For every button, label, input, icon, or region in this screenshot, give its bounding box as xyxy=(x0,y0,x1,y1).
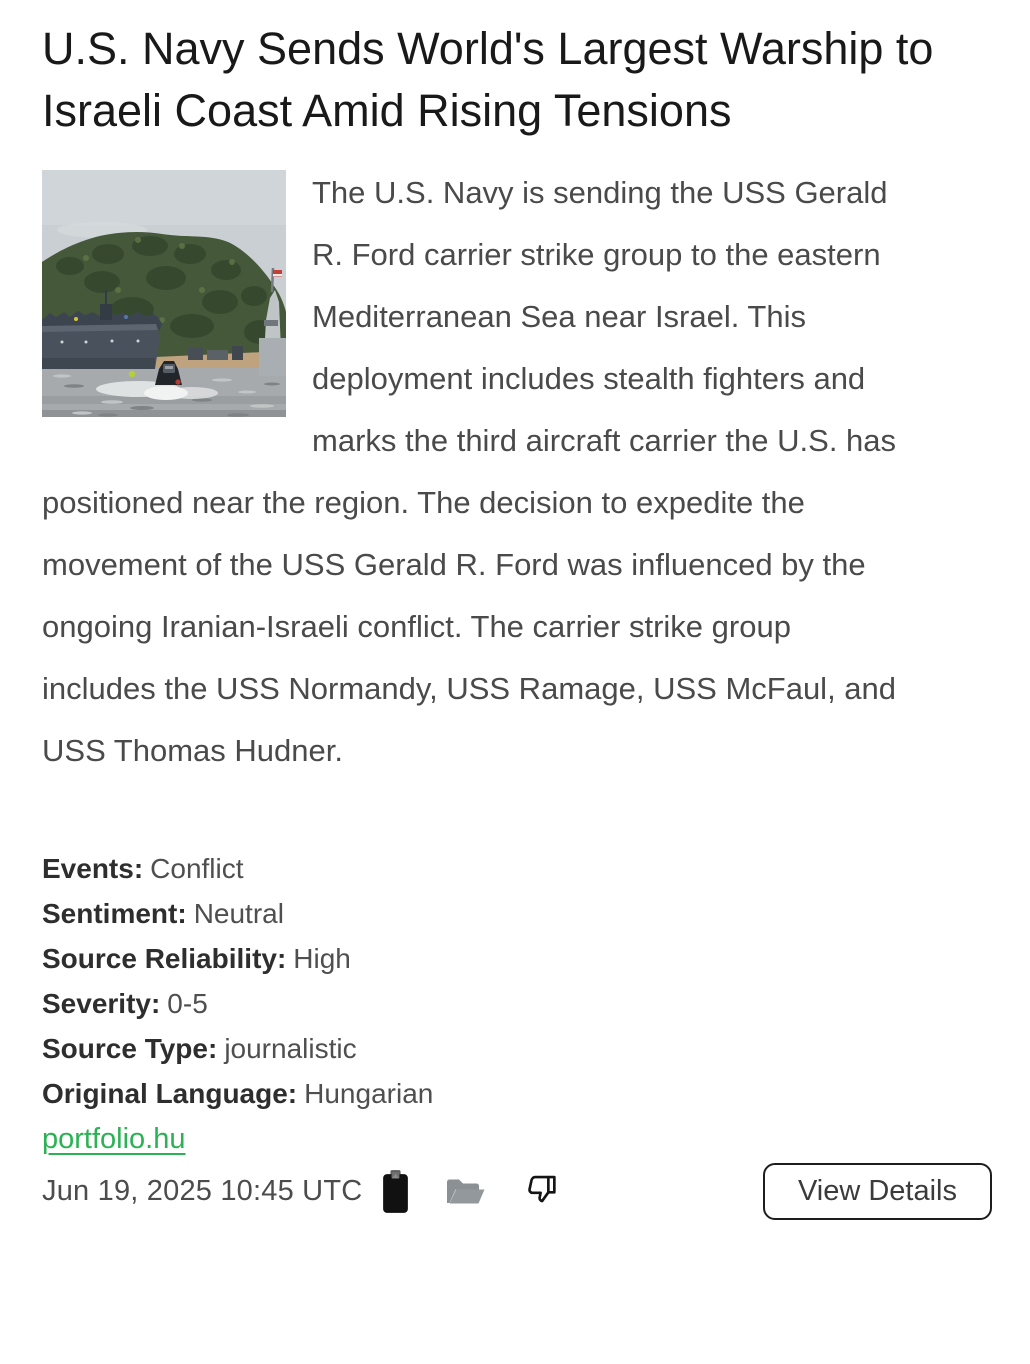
copy-clipboard-button[interactable] xyxy=(382,1169,409,1214)
meta-row-events xyxy=(42,846,992,891)
article-body-block xyxy=(42,162,906,782)
card-footer xyxy=(42,1162,992,1220)
meta-row-source-type xyxy=(42,1026,992,1071)
meta-label: Original Language: xyxy=(42,1078,298,1109)
meta-label: Sentiment: xyxy=(42,898,187,929)
meta-label: Source Type: xyxy=(42,1033,218,1064)
article-headline: U.S. Navy Sends World's Largest Warship to Israeli Coast Amid Rising Tensions xyxy=(42,23,934,136)
meta-value: Conflict xyxy=(150,853,244,884)
folder-open-icon xyxy=(445,1177,485,1205)
clipboard-icon xyxy=(382,1169,409,1214)
meta-row-source-reliability xyxy=(42,936,992,981)
meta-row-sentiment xyxy=(42,891,992,936)
metadata-block xyxy=(42,846,992,1162)
meta-label: Severity: xyxy=(42,988,161,1019)
news-card xyxy=(0,18,1030,1220)
meta-row-original-language xyxy=(42,1071,992,1116)
meta-value: 0-5 xyxy=(167,988,208,1019)
article-summary: The U.S. Navy is sending the USS Gerald R. Ford carrier strike group to the eastern Mediterranean Sea near Israel. This deployment includes stealth fighters and marks the third aircraft carrier the U.S. has positioned near the region. The decision to expedite the movement of the USS Gerald R. Ford was influenced by the ongoing Iranian-Israeli conflict. The carrier strike group includes the USS Normandy, USS Ramage, USS McFaul, and USS Thomas Hudner. xyxy=(42,175,897,768)
meta-label: Events: xyxy=(42,853,144,884)
open-folder-button[interactable] xyxy=(445,1177,485,1205)
article-timestamp: Jun 19, 2025 10:45 UTC xyxy=(42,1174,363,1207)
meta-value: Neutral xyxy=(193,898,284,929)
meta-row-severity xyxy=(42,981,992,1026)
article-thumbnail xyxy=(42,170,286,417)
meta-value: journalistic xyxy=(224,1033,357,1064)
meta-label: Source Reliability: xyxy=(42,943,287,974)
meta-value: High xyxy=(293,943,351,974)
source-link[interactable]: portfolio.hu xyxy=(42,1123,186,1155)
view-details-button[interactable]: View Details xyxy=(763,1163,992,1220)
thumbs-down-icon xyxy=(527,1174,557,1209)
thumbs-down-button[interactable] xyxy=(527,1174,557,1209)
meta-value: Hungarian xyxy=(304,1078,434,1109)
